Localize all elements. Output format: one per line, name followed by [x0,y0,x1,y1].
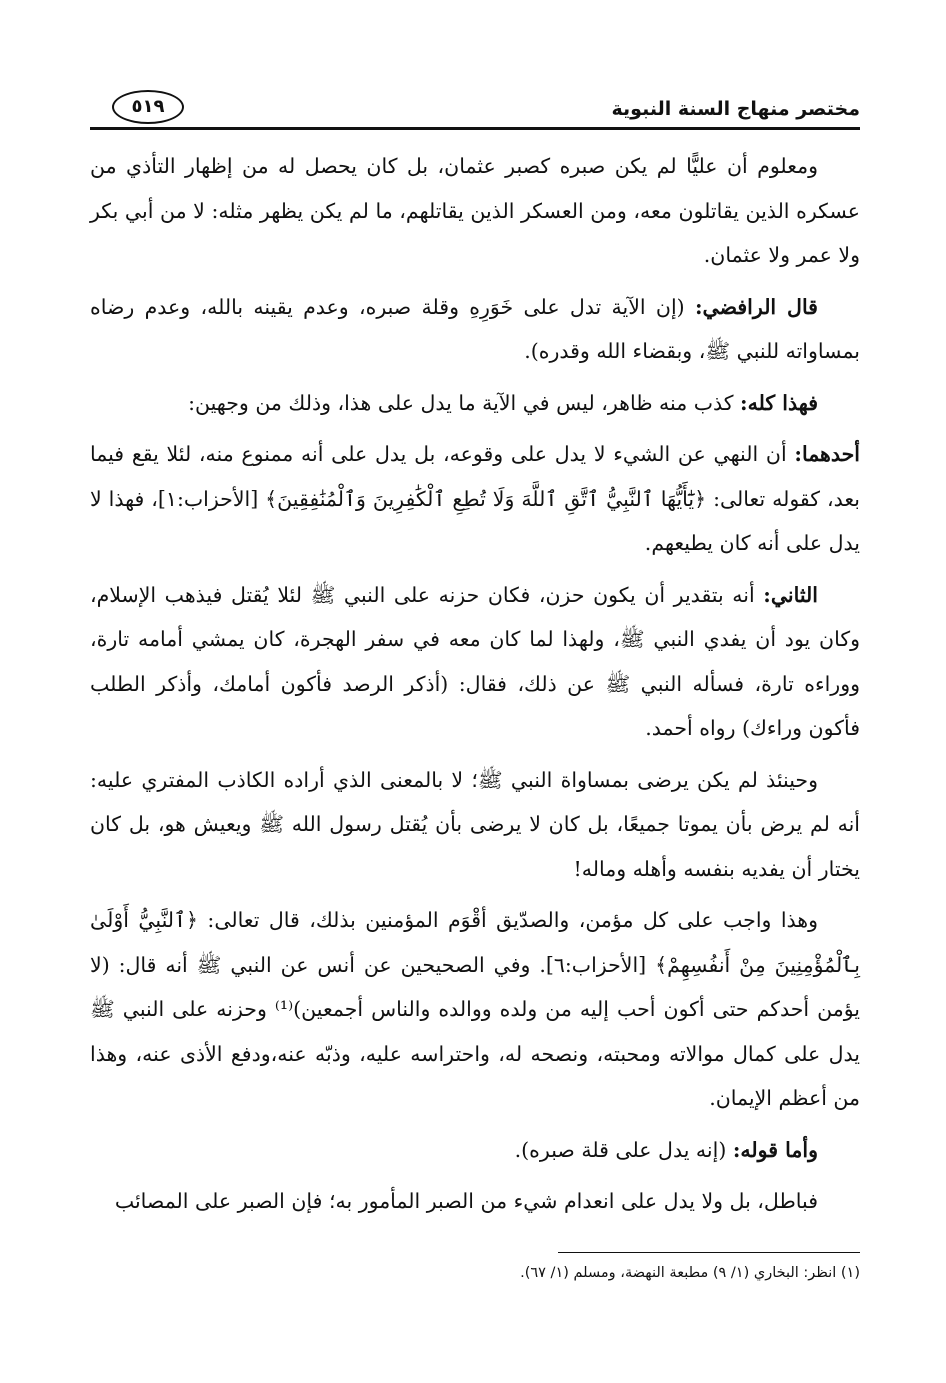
paragraph-8 [90,1128,860,1173]
paragraph-text: أن النهي عن الشيء لا يدل على وقوعه، بل يدل على أنه ممنوع منه، لئلا يقع فيما بعد، كقوله تعالى: ﴿يَٰٓأَيُّهَا ٱلنَّبِيُّ ٱتَّقِ ٱللَّهَ وَلَا تُطِعِ ٱلْكَٰفِرِينَ وَٱلْمُنَٰفِقِينَ﴾ [الأحزاب:١]، فهذا لا يدل على أنه كان يطيعهم. [90,442,860,555]
page-number: ٥١٩ [112,90,184,124]
paragraph-text: ومعلوم أن عليًّا لم يكن صبره كصبر عثمان، بل كان يحصل له من إظهار التأذي من عسكره الذين يقاتلون معه، ومن العسكر الذين يقاتلهم، ما لم يكن يظهر مثله: لا من أبي بكر ولا عمر ولا عثمان. [90,154,860,267]
paragraph-3 [90,381,860,426]
paragraph-lead: الثاني: [763,582,818,607]
paragraph-lead: أحدهما: [794,442,860,466]
body-text [90,144,860,1231]
paragraph-9 [90,1179,860,1224]
paragraph-6 [90,758,860,892]
paragraph-lead: قال الرافضي: [694,294,818,319]
footnote: (١) انظر: البخاري (١/ ٩) مطبعة النهضة، ومسلم (١/ ٦٧). [520,1265,860,1281]
paragraph-lead: وأما قوله: [732,1137,818,1162]
paragraph-text: فباطل، بل ولا يدل على انعدام شيء من الصبر المأمور به؛ فإن الصبر على المصائب [114,1189,818,1213]
paragraph-lead: فهذا كله: [740,390,818,415]
paragraph-text: (إن الآية تدل على خَوَرِهِ وقلة صبره، وعدم يقينه بالله، وعدم رضاه بمساواته للنبي ﷺ، وبقضاء الله وقدره). [90,294,860,363]
paragraph-5 [90,573,860,751]
paragraph-text: كذب منه ظاهر، ليس في الآية ما يدل على هذا، وذلك من وجهين: [188,390,741,415]
paragraph-2 [90,285,860,374]
paragraph-text: وهذا واجب على كل مؤمن، والصدّيق أقْوَم المؤمنين بذلك، قال تعالى: ﴿ٱلنَّبِيُّ أَوْلَىٰ بِٱلْمُؤْمِنِينَ مِنْ أَنفُسِهِمْ﴾ [الأحزاب:٦]. وفي الصحيحين عن أنس عن النبي ﷺ أنه قال: (لا يؤمن أحدكم حتى أكون أحب إليه من ولده ووالده والناس أجمعين)⁽¹⁾ وحزنه على النبي ﷺ يدل على كمال موالاته ومحبته، ونصحه له، واحتراسه عليه، وذبّه عنه،ودفع الأذى عنه، وهذا من أعظم الإيمان. [90,908,861,1110]
paragraph-text: (إنه يدل على قلة صبره). [514,1137,733,1162]
header-rule [90,127,860,130]
paragraph-7 [90,898,860,1121]
page-header [90,84,860,130]
paragraph-text: وحينئذ لم يكن يرضى بمساواة النبي ﷺ؛ لا بالمعنى الذي أراده الكاذب المفتري عليه: أنه لم يرض بأن يموتا جميعًا، بل كان لا يرضى بأن يُقتل رسول الله ﷺ ويعيش هو، بل كان يختار أن يفديه بنفسه وأهله وماله! [90,767,860,881]
footnote-rule [558,1252,860,1253]
paragraph-text: أنه بتقدير أن يكون حزن، فكان حزنه على النبي ﷺ لئلا يُقتل فيذهب الإسلام، وكان يود أن يفدي النبي ﷺ، ولهذا لما كان معه في سفر الهجرة، كان يمشي أمامه تارة، ووراءه تارة، فسأله النبي ﷺ عن ذلك، فقال: (أذكر الرصد فأكون أمامك، وأذكر الطلب فأكون وراءك) رواه أحمد. [90,582,860,740]
paragraph-1 [90,144,860,278]
paragraph-4 [90,432,860,566]
running-title: مختصر منهاج السنة النبوية [611,98,860,120]
